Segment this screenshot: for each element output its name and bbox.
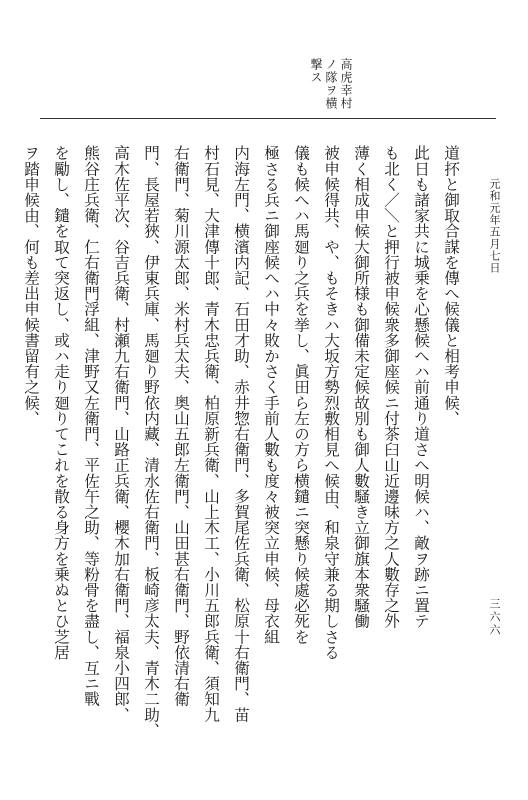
header-rule: [40, 118, 496, 119]
text-line: 熊谷庄兵衛、仁右衛門浮組、津野又左衛門、平佐午之助、等粉骨を盡し、互ニ戰: [82, 145, 100, 707]
text-line: 儀も候へハ馬廻り之兵を挙し、眞田ら左の方ら横鑓ニ突懸り候處必死を: [292, 145, 310, 645]
text-line: 被申候得共、や、もそきハ大坂方勢烈敷相見へ候由、和泉守兼る期しさる: [322, 145, 340, 660]
text-line: を勵し、鑓を取て突返し、或ハ走り廻りてこれを散る身方を乗ぬとひ芝居: [52, 145, 70, 660]
body-text: [16, 145, 466, 770]
page-number: 三六六: [488, 598, 501, 637]
text-line: 村石見、大津傳十郎、青木忠兵衛、柏原新兵衛、山上木工、小川五郎兵衛、須知九: [202, 145, 220, 723]
text-line: 内海左門、横濱内記、石田才助、赤井惣右衛門、多賀尾佐兵衛、松原十右衛門、苗: [232, 145, 250, 723]
running-title: 元和元年五月七日: [488, 178, 501, 274]
text-line: 高木佐平次、谷吉兵衛、村瀬九右衛門、山路正兵衛、櫻木加右衛門、福泉小四郎、: [112, 145, 130, 723]
text-line: 門、長屋若狹、伊東兵庫、馬廻り野依内藏、清水佐右衛門、板崎彦太夫、青木二助、: [142, 145, 160, 738]
text-line: も北く／＼と押行被申候衆多御座候ニ付茶臼山近邊味方之人數存之外: [382, 145, 400, 629]
text-line: 薄く相成申候大御所様も御備未定候故別も御人數騒き立御旗本衆騒働: [352, 145, 370, 629]
text-line: 右衛門、菊川源太郎、米村兵太夫、奥山五郎左衛門、山田甚右衛門、野依清右衛: [172, 145, 190, 707]
text-line: 極さる兵ニ御座候へハ中々敗かさく手前人數も度々被突立申候、母衣組: [262, 145, 280, 645]
head-note-line: 高虎幸村: [339, 58, 353, 110]
text-line: 道抔と御取合謀を傳へ候儀と相考申候、: [442, 145, 460, 426]
head-note: [308, 58, 353, 110]
head-note-line: ノ隊ヲ横: [324, 58, 338, 110]
text-line: ヲ踏申候由、何も差出申候書留有之候、: [22, 145, 40, 426]
text-line: 此日も諸家共に城乗を心懸候へハ前通り道さへ明候ハ、敵ヲ跡ニ置テ: [412, 145, 430, 629]
head-note-line: 撃ス: [309, 58, 323, 84]
